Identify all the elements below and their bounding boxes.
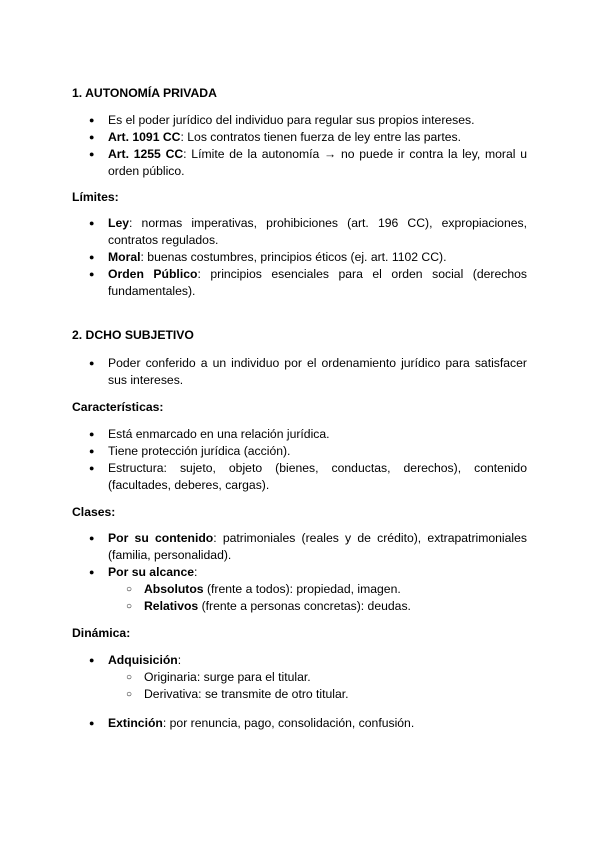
list-item	[108, 112, 527, 129]
list-item	[108, 530, 527, 564]
subheading-limites: Límites:	[72, 190, 119, 204]
subheading-caracteristicas: Características:	[72, 400, 164, 414]
subheading-dinamica: Dinámica:	[72, 626, 131, 640]
extincion-bullet-list	[0, 715, 600, 732]
bullet-text: Poder conferido a un individuo por el ordenamiento jurídico para satisfacer sus intereses.	[108, 356, 527, 387]
list-item	[108, 215, 527, 249]
list-item	[108, 443, 527, 460]
bullet-bold-text: Extinción	[108, 716, 163, 730]
sub-bullet-text: Originaria: surge para el titular.	[144, 670, 311, 684]
bullet-text: : principios esenciales para el orden social (derechos fundamentales).	[108, 267, 527, 298]
bullet-text: : Los contratos tienen fuerza de ley entre las partes.	[180, 130, 461, 144]
dinamica-bullet-list	[0, 652, 600, 703]
clases-bullet-list	[0, 530, 600, 615]
list-item	[108, 426, 527, 443]
list-item	[108, 715, 527, 732]
sub-bullet-text: (frente a todos): propiedad, imagen.	[203, 582, 401, 596]
bullet-text: Es el poder jurídico del individuo para regular sus propios intereses.	[108, 113, 475, 127]
bullet-bold-text: Adquisición	[108, 653, 178, 667]
list-item	[108, 355, 527, 389]
bullet-text: : por renuncia, pago, consolidación, confusión.	[162, 716, 415, 730]
sub-bullet-bold-text: Absolutos	[144, 582, 204, 596]
subheading-clases: Clases:	[72, 505, 116, 519]
bullet-text: Está enmarcado en una relación jurídica.	[108, 427, 330, 441]
limites-bullet-list	[0, 215, 600, 300]
autonomia-bullet-list	[0, 112, 600, 180]
list-item	[108, 266, 527, 300]
bullet-bold-text: Por su alcance	[108, 565, 195, 579]
sub-list-item	[144, 669, 527, 686]
adquisicion-sublist	[108, 669, 527, 703]
bullet-bold-text: Art. 1091 CC	[108, 130, 181, 144]
sub-bullet-bold-text: Relativos	[144, 599, 199, 613]
bullet-text: : patrimoniales (reales y de crédito), extrapatrimoniales (familia, personalidad).	[108, 531, 527, 562]
caracteristicas-bullet-list	[0, 426, 600, 494]
list-item	[108, 652, 527, 703]
bullet-bold-text: Ley	[108, 216, 130, 230]
bullet-bold-text: Orden Público	[108, 267, 198, 281]
sub-bullet-text: (frente a personas concretas): deudas.	[198, 599, 411, 613]
bullet-bold-text: Por su contenido	[108, 531, 214, 545]
list-item	[108, 564, 527, 615]
bullet-bold-text: Moral	[108, 250, 141, 264]
list-item	[108, 129, 527, 146]
bullet-text: : normas imperativas, prohibiciones (art. 196 CC), expropiaciones, contratos regulados.	[108, 216, 527, 247]
section-title-autonomia-privada: 1. AUTONOMÍA PRIVADA	[72, 86, 217, 100]
bullet-bold-text: Art. 1255 CC	[108, 147, 184, 161]
list-item	[108, 146, 527, 180]
alcance-sublist	[108, 581, 527, 615]
bullet-text: :	[177, 653, 182, 667]
sub-list-item	[144, 686, 527, 703]
sub-bullet-text: Derivativa: se transmite de otro titular.	[144, 687, 349, 701]
bullet-text: : buenas costumbres, principios éticos (ej. art. 1102 CC).	[140, 250, 447, 264]
bullet-text: Estructura: sujeto, objeto (bienes, conductas, derechos), contenido (facultades, deberes, cargas).	[108, 461, 527, 492]
bullet-text: :	[194, 565, 198, 579]
bullet-text: Tiene protección jurídica (acción).	[108, 444, 291, 458]
dcho-subjetivo-bullet-list	[0, 355, 600, 389]
bullet-text: : Límite de la autonomía → no puede ir contra la ley, moral u orden público.	[108, 147, 527, 178]
sub-list-item	[144, 598, 527, 615]
list-item	[108, 460, 527, 494]
section-title-dcho-subjetivo: 2. DCHO SUBJETIVO	[72, 328, 194, 342]
sub-list-item	[144, 581, 527, 598]
list-item	[108, 249, 527, 266]
